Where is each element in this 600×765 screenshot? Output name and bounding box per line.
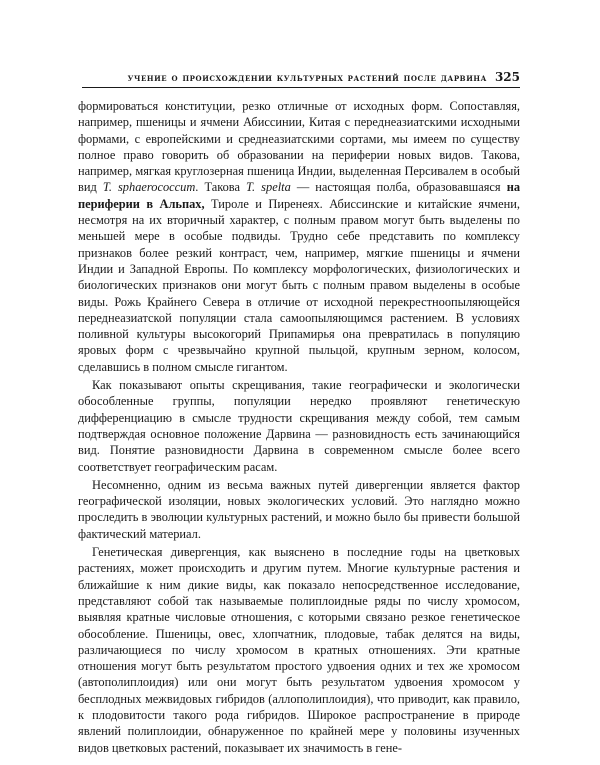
page-number: 325 xyxy=(494,70,520,84)
text-segment: — настоящая полба, образовавшаяся xyxy=(290,180,507,195)
species-name: T. spelta xyxy=(246,180,291,195)
body-text xyxy=(78,98,520,758)
paragraph xyxy=(78,477,520,542)
running-title: учение о происхождении культурных растений после дарвина xyxy=(127,72,487,84)
page-header xyxy=(82,70,520,88)
text-segment: Как показывают опыты скрещивания, такие географически и экологически обособленные группы, популяции нередко проявляют генетическую дифференциацию в смысле трудности скрещивания между собой, тем самым подтверждая основное положение Дарвина — разновидность есть зачинающийся вид. Понятие разновидности Дарвина в современном смысле более всего соответствует географическим расам. xyxy=(78,378,520,474)
text-segment: . Такова xyxy=(195,180,247,195)
bold-phrase: на периферии в Альпах, xyxy=(78,180,521,211)
paragraph xyxy=(78,544,520,756)
text-segment: формироваться конституции, резко отличные от исходных форм. Сопоставляя, например, пшеницы и ячмени Абиссинии, Китая с переднеазиатскими исходными формами, с европейскими и среднеазиатскими сортами, мы имеем по существу полное право говорить об образовании на периферии новых видов. Такова, например, мягкая круглозерная пшеница Индии, выделенная Персивалем в особый вид xyxy=(78,99,520,195)
paragraph xyxy=(78,377,520,475)
text-segment: Генетическая дивергенция, как выяснено в последние годы на цветковых растениях, может происходить и другим путем. Многие культурные растения и ближайшие к ним дикие виды, как показало непосредственное исследование, представляют собой так называемые полиплоидные ряды по числу хромосом, выявляя кратные числовые отношения, с которыми связано резкое генетическое обособление. Пшеницы, овес, хлопчатник, плодовые, табак делятся на виды, различающиеся по числу хромосом в кратных отношениях. Эти кратные отношения могут быть результатом простого удвоения одних и тех же хромосом (автополиплоидия) или они могут быть результатом удвоения хромосом у бесплодных межвидовых гибридов (аллополиплоидия), что приводит, как правило, к плодовитости такого рода гибридов. Широкое распространение в природе явлений полиплоидии, обнаруженное по крайней мере у половины изученных видов цветковых растений, показывает их значимость в гене- xyxy=(78,545,520,755)
text-segment: Несомненно, одним из весьма важных путей дивергенции является фактор географической изоляции, новых экологических условий. Это наглядно можно проследить в эволюции культурных растений, и можно было бы привести большой фактический материал. xyxy=(78,477,520,541)
text-segment: Тироле и Пиренеях. Абиссинские и китайские ячмени, несмотря на их вторичный характер, с полным правом могут быть выделены по меньшей мере в особые подвиды. Трудно себе представить по комплексу признаков более резкий контраст, чем, например, мягкие пшеницы и ячмени Индии и Западной Европы. По комплексу морфологических, физиологических и биологических признаков они могут быть с полным правом выделены в особые виды. Рожь Крайнего Севера в отличие от исходной перекрестноопыляющейся переднеазиатской популяции стала самоопыляющимся растением. В условиях поливной культуры высокогорий Припамирья она превратилась в популяцию яровых форм с чрезвычайно крупной пыльцой, крупным зерном, колосом, сделавшись в полном смысле гигантом. xyxy=(78,196,520,374)
species-name: T. sphaerococcum xyxy=(102,180,196,195)
paragraph xyxy=(78,98,520,375)
